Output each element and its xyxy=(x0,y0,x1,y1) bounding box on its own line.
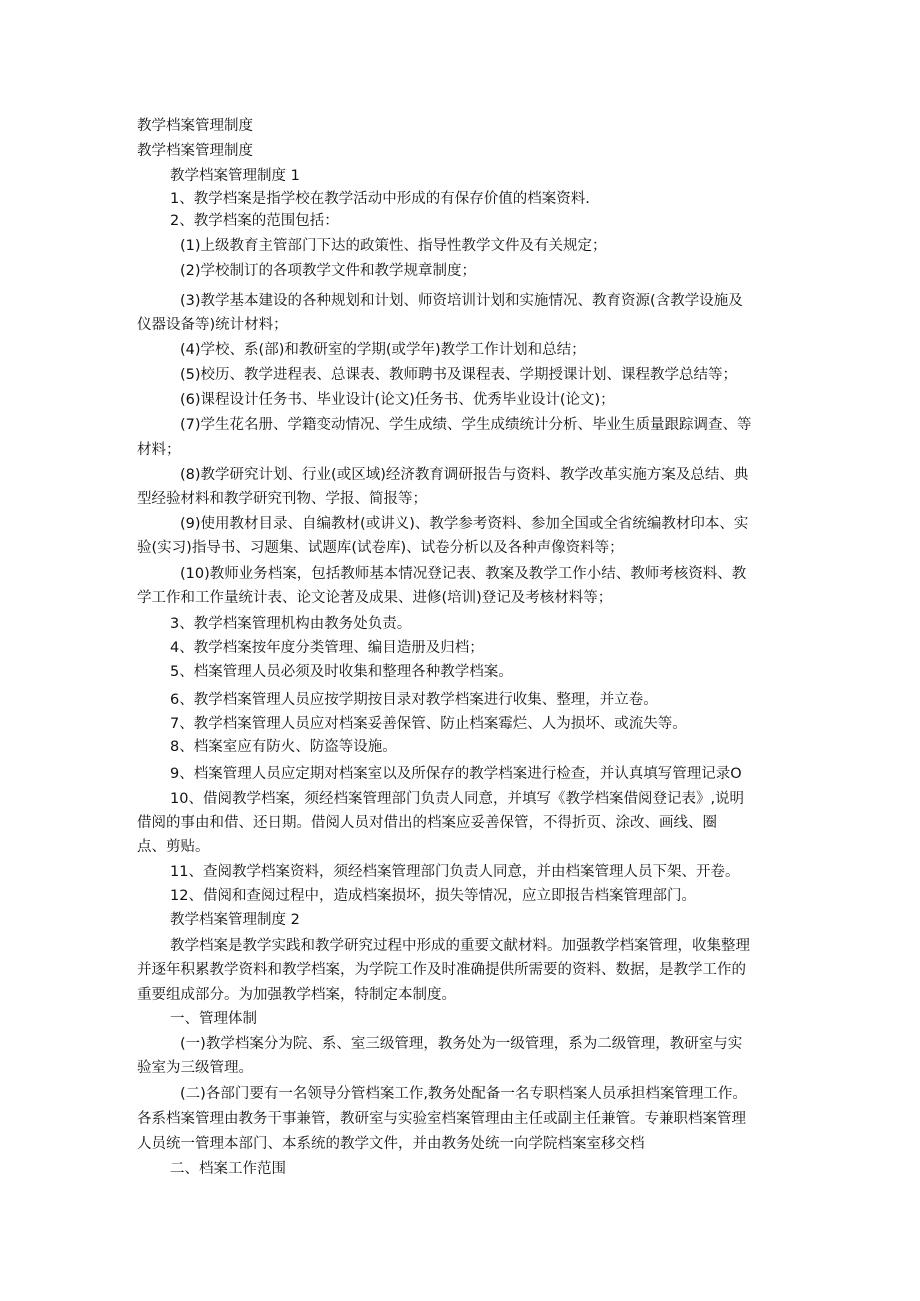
item-2: 2、教学档案的范围包括： xyxy=(170,213,339,229)
sub-item-9: (9)使用教材目录、自编教材(或讲义)、教学参考资料、参加全国或全省统编教材印本、实 xyxy=(180,516,749,532)
item-1: 1、教学档案是指学校在教学活动中形成的有保存价值的档案资料. xyxy=(170,191,590,207)
sub-item-3-cont: 仪器设备等)统计材料； xyxy=(137,317,288,333)
paragraph-2-cont-2: 人员统一管理本部门、本系统的教学文件，并由教务处统一向学院档案室移交档 xyxy=(137,1136,645,1152)
intro-paragraph: 教学档案是教学实践和教学研究过程中形成的重要文献材料。加强教学档案管理，收集整理 xyxy=(170,938,750,954)
item-10-cont: 借阅的事由和借、还日期。借阅人员对借出的档案应妥善保管，不得折页、涂改、画线、圈 xyxy=(137,815,717,831)
paragraph-1-cont: 验室为三级管理。 xyxy=(137,1060,253,1076)
part-heading-2: 二、档案工作范围 xyxy=(170,1161,286,1177)
item-9: 9、档案管理人员应定期对档案室以及所保存的教学档案进行检查，并认真填写管理记录O xyxy=(170,766,742,782)
document-title: 教学档案管理制度 xyxy=(137,118,253,134)
item-11: 11、查阅教学档案资料，须经档案管理部门负责人同意，并由档案管理人员下架、开卷。 xyxy=(170,864,740,880)
sub-item-5: (5)校历、教学进程表、总课表、教师聘书及课程表、学期授课计划、课程教学总结等； xyxy=(180,367,738,383)
paragraph-2-cont: 各系档案管理由教务干事兼管，教研室与实验室档案管理由主任或副主任兼管。专兼职档案管理 xyxy=(137,1111,746,1127)
item-8: 8、档案室应有防火、防盗等设施。 xyxy=(170,739,397,755)
sub-item-7: (7)学生花名册、学籍变动情况、学生成绩、学生成绩统计分析、毕业生质量跟踪调查、等 xyxy=(180,417,752,433)
item-7: 7、教学档案管理人员应对档案妥善保管、防止档案霉烂、人为损坏、或流失等。 xyxy=(170,716,687,732)
sub-item-10: (10)教师业务档案，包括教师基本情况登记表、教案及教学工作小结、教师考核资料、教 xyxy=(180,566,747,582)
sub-item-4: (4)学校、系(部)和教研室的学期(或学年)教学工作计划和总结； xyxy=(180,342,586,358)
sub-item-6: (6)课程设计任务书、毕业设计(论文)任务书、优秀毕业设计(论文)； xyxy=(180,392,615,408)
sub-item-10-cont: 学工作和工作量统计表、论文论著及成果、进修(培训)登记及考核材料等； xyxy=(137,590,613,606)
item-6: 6、教学档案管理人员应按学期按目录对教学档案进行收集、整理，并立卷。 xyxy=(170,692,658,708)
sub-item-1: (1)上级教育主管部门下达的政策性、指导性教学文件及有关规定； xyxy=(180,238,607,254)
item-10-cont-2: 点、剪贴。 xyxy=(137,839,210,855)
sub-item-7-cont: 材料； xyxy=(137,442,181,458)
part-heading-1: 一、管理体制 xyxy=(170,1011,257,1027)
item-4: 4、教学档案按年度分类管理、编目造册及归档； xyxy=(170,640,484,656)
sub-item-8: (8)教学研究计划、行业(或区域)经济教育调研报告与资料、教学改革实施方案及总结、典 xyxy=(180,467,749,483)
item-5: 5、档案管理人员必须及时收集和整理各种教学档案。 xyxy=(170,664,513,680)
sub-item-3: (3)教学基本建设的各种规划和计划、师资培训计划和实施情况、教育资源(含教学设施及 xyxy=(180,293,743,309)
item-3: 3、教学档案管理机构由教务处负责。 xyxy=(170,616,412,632)
sub-item-9-cont: 验(实习)指导书、习题集、试题库(试卷库)、试卷分析以及各种声像资料等； xyxy=(137,540,624,556)
sub-item-2: (2)学校制订的各项教学文件和教学规章制度； xyxy=(180,263,477,279)
item-10: 10、借阅教学档案，须经档案管理部门负责人同意，并填写《教学档案借阅登记表》,说明 xyxy=(170,791,745,807)
intro-paragraph-cont: 并逐年积累教学资料和教学档案，为学院工作及时准确提供所需要的资料、数据，是教学工作的 xyxy=(137,962,746,978)
section-heading-1: 教学档案管理制度 1 xyxy=(170,168,300,184)
intro-paragraph-cont-2: 重要组成部分。为加强教学档案，特制定本制度。 xyxy=(137,987,456,1003)
section-heading-2: 教学档案管理制度 2 xyxy=(170,912,300,928)
item-12: 12、借阅和查阅过程中，造成档案损坏，损失等情况，应立即报告档案管理部门。 xyxy=(170,888,696,904)
paragraph-2: (二)各部门要有一名领导分管档案工作,教务处配备一名专职档案人员承担档案管理工作。 xyxy=(180,1086,747,1102)
sub-item-8-cont: 型经验材料和教学研究刊物、学报、简报等； xyxy=(137,491,427,507)
document-subtitle: 教学档案管理制度 xyxy=(137,143,253,159)
paragraph-1: (一)教学档案分为院、系、室三级管理，教务处为一级管理，系为二级管理，教研室与实 xyxy=(180,1036,743,1052)
